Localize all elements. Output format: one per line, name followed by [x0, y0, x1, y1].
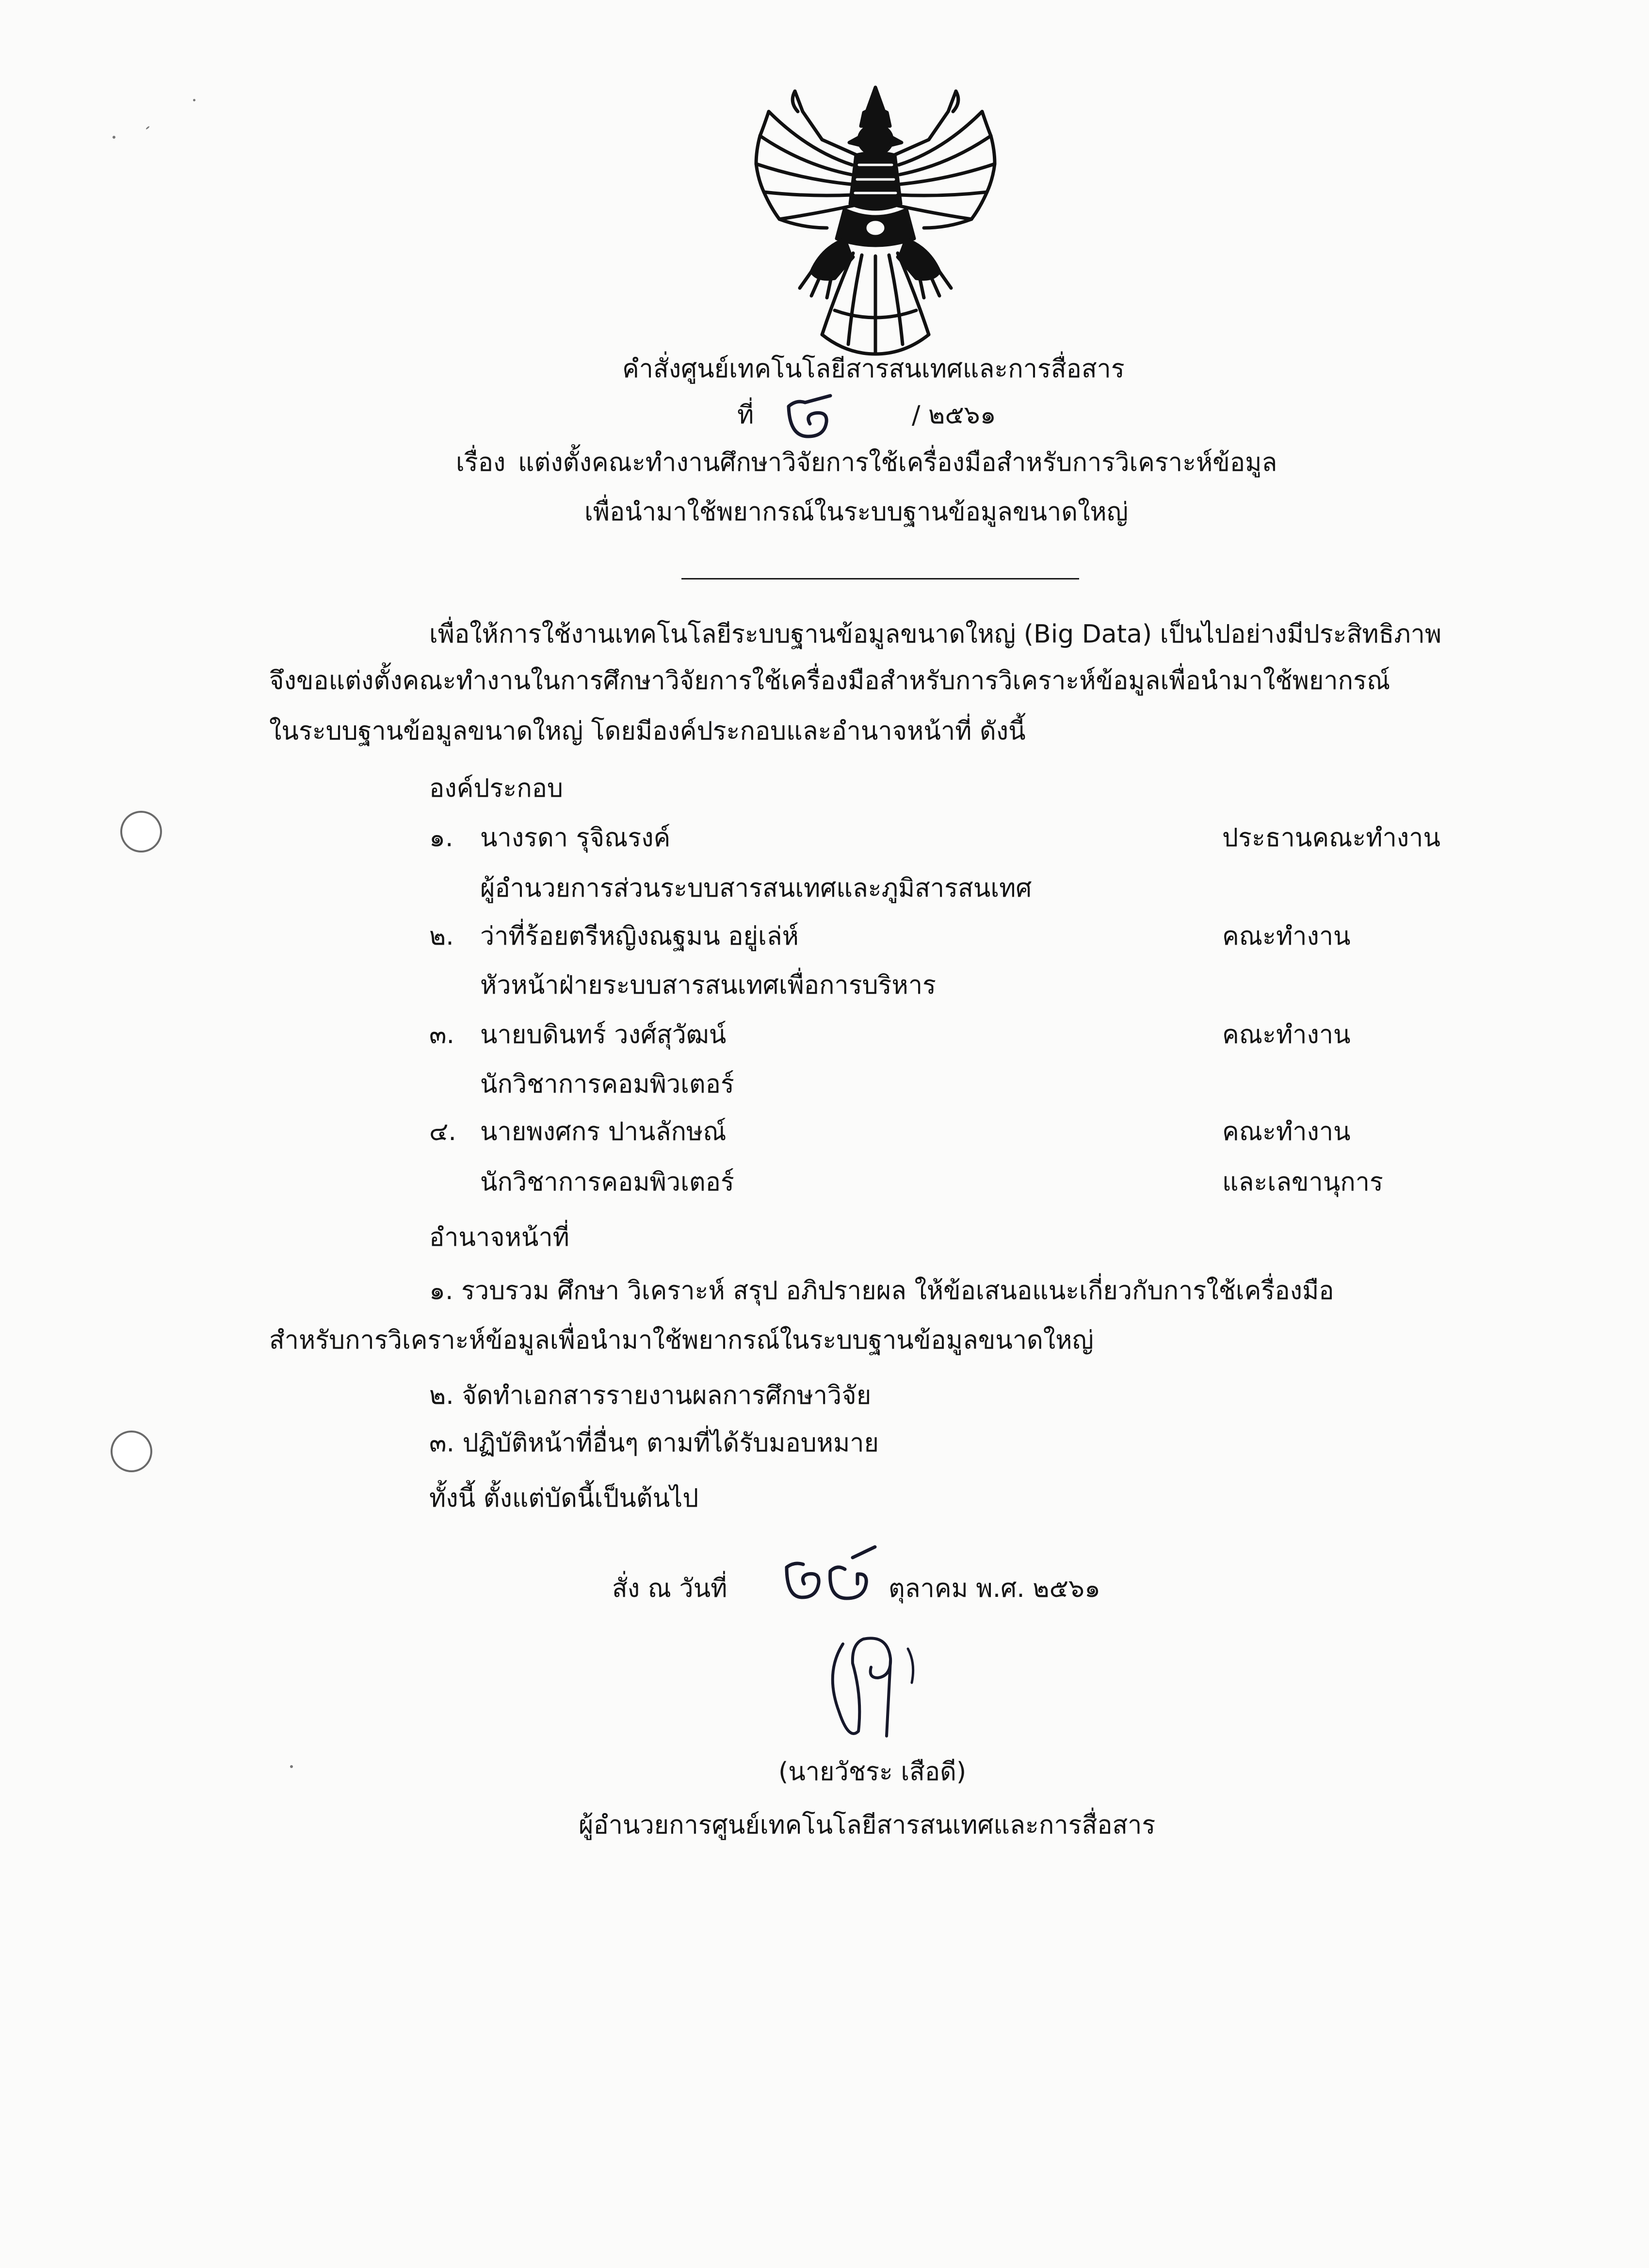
subject-line-2: เพื่อนำมาใช้พยากรณ์ในระบบฐานข้อมูลขนาดใหญ่ [584, 498, 1128, 527]
intro-line-2: จึงขอแต่งตั้งคณะทำงานในการศึกษาวิจัยการใช้เครื่องมือสำหรับการวิเคราะห์ข้อมูลเพื่อนำมาใช้พยากรณ์ [269, 666, 1390, 695]
handwritten-signature [805, 1629, 951, 1755]
intro-line-3: ในระบบฐานข้อมูลขนาดใหญ่ โดยมีองค์ประกอบและอำนาจหน้าที่ ดังนี้ [269, 717, 1026, 746]
member-number: ๓. [429, 1020, 455, 1049]
member-name: นางรดา รุจิณรงค์ [480, 823, 671, 853]
member-name: นายพงศกร ปานลักษณ์ [480, 1117, 727, 1146]
duty-1-line-1: ๑. รวบรวม ศึกษา วิเคราะห์ สรุป อภิปรายผล ให้ข้อเสนอแนะเกี่ยวกับการใช้เครื่องมือ [429, 1276, 1334, 1305]
member-position: นักวิชาการคอมพิวเตอร์ [480, 1070, 734, 1099]
order-number-suffix: / ๒๕๖๑ [912, 401, 996, 430]
duty-3: ๓. ปฏิบัติหน้าที่อื่นๆ ตามที่ได้รับมอบหมาย [429, 1429, 879, 1458]
member-number: ๔. [429, 1117, 456, 1146]
date-rest: ตุลาคม พ.ศ. ๒๕๖๑ [889, 1574, 1100, 1603]
signatory-title: ผู้อำนวยการศูนย์เทคโนโลยีสารสนเทศและการสื่อสาร [579, 1811, 1156, 1840]
member-position: หัวหน้าฝ่ายระบบสารสนเทศเพื่อการบริหาร [480, 971, 936, 1000]
garuda-emblem-icon [749, 82, 1002, 364]
order-title: คำสั่งศูนย์เทคโนโลยีสารสนเทศและการสื่อสาร [622, 354, 1125, 384]
member-position: นักวิชาการคอมพิวเตอร์ [480, 1168, 734, 1197]
scan-speck [113, 136, 115, 139]
scan-speck [146, 126, 150, 129]
intro-line-1: เพื่อให้การใช้งานเทคโนโลยีระบบฐานข้อมูลขนาดใหญ่ (Big Data) เป็นไปอย่างมีประสิทธิภาพ [429, 620, 1442, 649]
member-role: คณะทำงาน [1222, 922, 1351, 951]
composition-heading: องค์ประกอบ [429, 774, 563, 803]
punch-hole [111, 1431, 152, 1472]
member-role: ประธานคณะทำงาน [1222, 823, 1440, 853]
handwritten-day [780, 1543, 877, 1611]
duties-heading: อำนาจหน้าที่ [429, 1223, 569, 1252]
member-role: คณะทำงาน [1222, 1117, 1351, 1146]
header-divider [681, 578, 1079, 579]
member-role-secondary: และเลขานุการ [1222, 1168, 1383, 1197]
subject-label: เรื่อง [456, 448, 506, 477]
member-number: ๒. [429, 922, 454, 951]
scan-speck [193, 99, 195, 101]
order-number-prefix: ที่ [737, 401, 754, 430]
member-name: นายบดินทร์ วงศ์สุวัฒน์ [480, 1020, 727, 1049]
effective-statement: ทั้งนี้ ตั้งแต่บัดนี้เป็นต้นไป [429, 1484, 699, 1513]
duty-1-line-2: สำหรับการวิเคราะห์ข้อมูลเพื่อนำมาใช้พยากรณ์ในระบบฐานข้อมูลขนาดใหญ่ [269, 1326, 1094, 1355]
member-role: คณะทำงาน [1222, 1020, 1351, 1049]
date-prefix: สั่ง ณ วันที่ [612, 1574, 728, 1603]
member-position: ผู้อำนวยการส่วนระบบสารสนเทศและภูมิสารสนเทศ [480, 874, 1032, 903]
duty-2: ๒. จัดทำเอกสารรายงานผลการศึกษาวิจัย [429, 1381, 872, 1410]
scan-speck [290, 1765, 293, 1768]
member-name: ว่าที่ร้อยตรีหญิงณฐมน อยู่เล่ห์ [480, 922, 799, 951]
signatory-name: (นายวัชระ เสือดี) [778, 1757, 967, 1786]
punch-hole [120, 811, 162, 853]
subject-line-1: แต่งตั้งคณะทำงานศึกษาวิจัยการใช้เครื่องมือสำหรับการวิเคราะห์ข้อมูล [518, 448, 1277, 477]
member-number: ๑. [429, 823, 453, 853]
handwritten-order-number [780, 392, 838, 445]
